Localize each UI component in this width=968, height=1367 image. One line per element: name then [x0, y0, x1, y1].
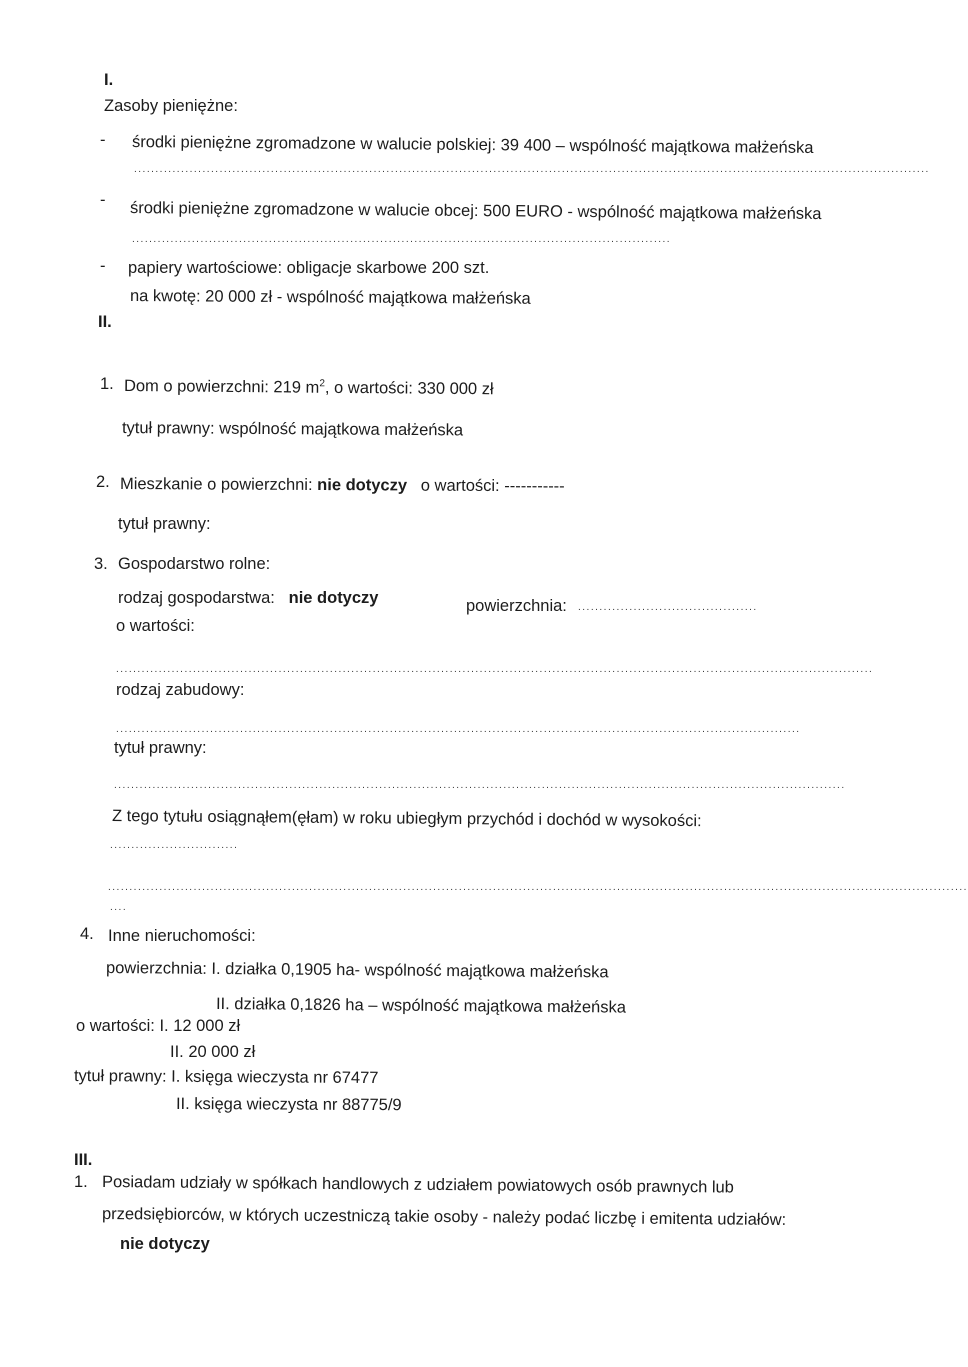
section-heading-cash: Zasoby pieniężne:: [104, 97, 238, 115]
securities-line: papiery wartościowe: obligacje skarbowe 200 szt.: [128, 259, 490, 277]
other-property-value-2: II. 20 000 zł: [170, 1043, 256, 1061]
other-property-heading: Inne nieruchomości:: [108, 927, 256, 945]
farm-area-label: powierzchnia:: [466, 597, 567, 615]
apartment-value-dashes: -----------: [504, 477, 565, 496]
farm-type-value: nie dotyczy: [288, 589, 379, 607]
other-property-title-2: II. księga wieczysta nr 88775/9: [175, 1095, 402, 1115]
list-dash: -: [100, 131, 106, 149]
section-numeral-2: II.: [98, 313, 112, 331]
section-numeral-1: I.: [104, 71, 114, 89]
item-number: 1.: [74, 1173, 88, 1191]
cash-pln-line: środki pieniężne zgromadzone w walucie polskiej: 39 400 – wspólność majątkowa małżeńska: [131, 133, 814, 157]
apartment-line: Mieszkanie o powierzchni: nie dotyczy o wartości: -----------: [119, 475, 565, 496]
other-property-area-2: II. działka 0,1826 ha – wspólność majątkowa małżeńska: [215, 995, 627, 1017]
farm-type-line: rodzaj gospodarstwa: nie dotyczy: [118, 589, 379, 607]
item-number: 2.: [96, 473, 110, 491]
area-exponent: 2: [319, 378, 325, 390]
dotted-fill-line: ................................................................................................................................................................: [116, 724, 801, 735]
list-dash: -: [100, 191, 106, 209]
list-dash: -: [100, 257, 106, 275]
house-line: Dom o powierzchni: 219 $m^2$, o wartości: 330 000 zł: [123, 377, 494, 399]
farm-income-line: Z tego tytułu osiągnąłem(ęłam) w roku ubiegłym przychód i dochód w wysokości:: [111, 807, 702, 831]
dotted-fill-line: .........................................................................................................................................................................................................: [108, 882, 968, 893]
trailing-dots: ....: [110, 902, 128, 913]
farm-buildings-label: rodzaj zabudowy:: [116, 681, 245, 699]
cash-foreign-line: środki pieniężne zgromadzone w walucie obcej: 500 EURO - wspólność majątkowa małżeńska: [129, 199, 822, 224]
apartment-value: nie dotyczy: [317, 476, 408, 495]
other-property-title-1: tytuł prawny: I. księga wieczysta nr 67477: [73, 1067, 379, 1088]
dotted-fill-line: ..............................: [110, 840, 239, 851]
other-property-area-1: powierzchnia: I. działka 0,1905 ha- wspólność majątkowa małżeńska: [105, 959, 609, 982]
other-property-value-1: o wartości: I. 12 000 zł: [76, 1017, 241, 1035]
dotted-fill-line: ..............................................................................................................................: [132, 234, 672, 245]
shares-value: nie dotyczy: [120, 1235, 210, 1253]
house-title-line: tytuł prawny: wspólność majątkowa małżeńska: [121, 419, 464, 440]
dotted-fill-line: ...........................................................................................................................................................................: [114, 780, 846, 791]
dotted-fill-line: .................................................................................................................................................................................: [116, 664, 874, 675]
item-number: 4.: [80, 925, 94, 943]
section-numeral-3: III.: [74, 1151, 93, 1169]
dotted-fill-line: ..........................................: [578, 602, 758, 613]
shares-line-2: przedsiębiorców, w których uczestniczą takie osoby - należy podać liczbę i emitenta udziałów:: [101, 1205, 787, 1229]
item-number: 3.: [94, 555, 108, 573]
item-number: 1.: [100, 375, 114, 393]
dotted-fill-line: ..........................................................................................................................................................................................: [134, 164, 930, 175]
securities-amount-line: na kwotę: 20 000 zł - wspólność majątkowa małżeńska: [129, 287, 531, 308]
shares-line-1: Posiadam udziały w spółkach handlowych z udziałem powiatowych osób prawnych lub: [101, 1173, 734, 1197]
farm-heading: Gospodarstwo rolne:: [118, 555, 271, 573]
farm-value-label: o wartości:: [116, 617, 195, 635]
apartment-title-line: tytuł prawny:: [118, 515, 211, 533]
farm-title-label: tytuł prawny:: [114, 739, 207, 757]
